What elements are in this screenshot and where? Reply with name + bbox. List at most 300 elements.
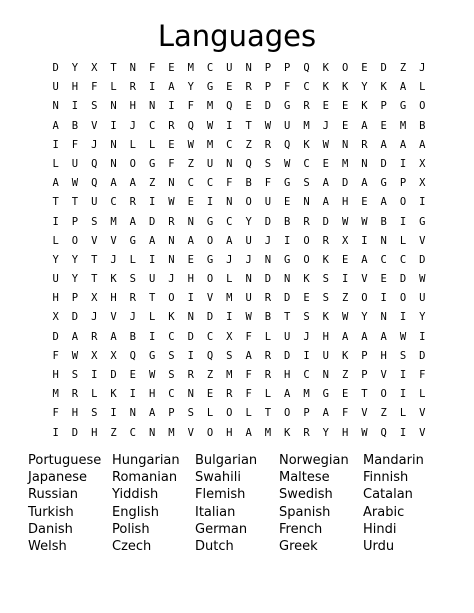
grid-letter: H <box>52 369 59 381</box>
grid-letter: C <box>399 253 407 266</box>
grid-letter: I <box>399 369 407 381</box>
grid-letter: A <box>284 388 291 401</box>
grid-letter: Q <box>187 119 194 132</box>
grid-letter: E <box>284 196 291 209</box>
grid-letter: E <box>380 273 387 286</box>
grid-letter: H <box>91 426 98 439</box>
grid-letter: I <box>52 426 59 439</box>
grid-letter: F <box>264 177 272 190</box>
word-list-item: Urdu <box>363 538 395 554</box>
grid-letter: K <box>322 81 329 94</box>
grid-letter: L <box>226 273 233 286</box>
grid-letter: M <box>187 62 194 74</box>
grid-letter: D <box>148 215 156 228</box>
grid-letter: N <box>264 253 272 266</box>
grid-letter: F <box>148 62 156 74</box>
grid-letter: S <box>303 177 310 190</box>
grid-letter: Q <box>129 349 136 362</box>
grid-letter: I <box>148 253 156 266</box>
grid-letter: E <box>168 62 175 74</box>
grid-letter: W <box>245 311 252 324</box>
grid-letter: L <box>52 234 59 247</box>
grid-letter: I <box>419 330 426 343</box>
grid-letter: F <box>187 100 194 113</box>
grid-letter: N <box>129 407 136 420</box>
grid-letter: H <box>341 426 349 439</box>
grid-letter: T <box>52 196 59 209</box>
grid-letter: W <box>187 138 194 151</box>
grid-letter: A <box>71 330 79 343</box>
grid-letter: E <box>226 81 233 94</box>
grid-letter: I <box>52 138 59 151</box>
grid-letter: V <box>380 369 387 381</box>
grid-letter: A <box>380 330 387 343</box>
grid-letter: W <box>206 119 214 132</box>
word-list-item: Catalan <box>363 487 413 503</box>
grid-letter: G <box>399 100 407 113</box>
grid-letter: Y <box>71 253 79 266</box>
grid-letter: I <box>148 81 156 94</box>
grid-letter: A <box>361 177 368 190</box>
grid-letter: S <box>226 349 233 362</box>
grid-letter: C <box>206 330 214 343</box>
grid-letter: O <box>399 196 407 209</box>
grid-letter: I <box>226 311 233 324</box>
grid-letter: L <box>148 311 156 324</box>
grid-letter: E <box>187 196 194 209</box>
grid-letter: O <box>206 234 214 247</box>
grid-letter: V <box>110 311 117 324</box>
grid-letter: A <box>245 349 252 362</box>
word-list-item: Welsh <box>28 538 67 554</box>
grid-letter: T <box>91 253 98 266</box>
grid-letter: N <box>380 234 387 247</box>
grid-letter: F <box>245 369 252 381</box>
grid-letter: I <box>399 311 407 324</box>
grid-letter: E <box>361 196 368 209</box>
grid-letter: Y <box>52 253 59 266</box>
grid-letter: P <box>380 100 387 113</box>
grid-letter: T <box>148 292 156 305</box>
grid-letter: L <box>110 81 117 94</box>
grid-letter: K <box>380 81 387 94</box>
grid-letter: A <box>341 330 349 343</box>
grid-letter: R <box>264 138 272 151</box>
grid-letter: I <box>399 388 407 401</box>
grid-letter: N <box>148 426 156 439</box>
grid-letter: M <box>226 369 233 381</box>
grid-letter: V <box>91 234 98 247</box>
grid-letter: Z <box>380 407 387 420</box>
grid-letter: N <box>110 100 117 113</box>
grid-letter: Y <box>419 311 426 324</box>
grid-letter: C <box>148 119 156 132</box>
grid-letter: N <box>341 138 349 151</box>
grid-letter: C <box>187 177 194 190</box>
grid-letter: D <box>419 349 426 362</box>
grid-letter: G <box>284 253 291 266</box>
grid-letter: H <box>110 292 117 305</box>
grid-letter: Q <box>91 157 98 170</box>
grid-letter: N <box>245 273 252 286</box>
grid-letter: T <box>264 407 272 420</box>
grid-letter: N <box>380 311 387 324</box>
grid-letter: I <box>399 157 407 170</box>
grid-letter: H <box>187 273 194 286</box>
grid-letter: F <box>91 81 98 94</box>
grid-letter: S <box>129 273 136 286</box>
grid-letter: N <box>284 273 291 286</box>
grid-letter: Z <box>245 138 252 151</box>
grid-letter: A <box>148 407 156 420</box>
grid-letter: L <box>91 388 98 401</box>
grid-letter: L <box>419 388 426 401</box>
word-list-item: Hungarian <box>112 453 180 468</box>
grid-letter: Z <box>341 369 349 381</box>
grid-letter: D <box>380 62 387 74</box>
word-list-item: Turkish <box>28 504 74 520</box>
grid-letter: P <box>264 81 272 94</box>
grid-letter: G <box>148 157 156 170</box>
word-list-item: Hindi <box>363 521 397 537</box>
word-list-item: English <box>112 504 159 520</box>
grid-letter: U <box>419 292 426 305</box>
grid-letter: A <box>52 177 59 190</box>
grid-letter: U <box>264 196 272 209</box>
grid-letter: C <box>206 62 214 74</box>
grid-letter: I <box>341 273 349 286</box>
grid-letter: O <box>419 100 426 113</box>
grid-letter: P <box>168 407 175 420</box>
grid-letter: A <box>110 330 117 343</box>
grid-letter: H <box>341 196 349 209</box>
grid-letter: E <box>245 100 252 113</box>
grid-letter: V <box>419 234 426 247</box>
grid-letter: L <box>148 138 156 151</box>
grid-letter: W <box>399 330 407 343</box>
grid-letter: V <box>91 119 98 132</box>
grid-letter: K <box>322 311 329 324</box>
grid-letter: U <box>52 273 59 286</box>
grid-letter: N <box>168 253 175 266</box>
word-list-item: Japanese <box>28 470 88 486</box>
grid-letter: A <box>129 215 136 228</box>
grid-letter: T <box>110 62 117 74</box>
grid-letter: A <box>399 138 407 151</box>
grid-letter: F <box>52 349 59 362</box>
grid-letter: G <box>284 100 291 113</box>
word-list-item: Czech <box>112 538 152 554</box>
grid-letter: Z <box>110 426 117 439</box>
grid-letter: J <box>129 311 136 324</box>
grid-letter: H <box>322 330 329 343</box>
grid-letter: R <box>264 349 272 362</box>
grid-letter: P <box>284 62 291 74</box>
grid-letter: J <box>91 311 98 324</box>
grid-letter: A <box>226 234 233 247</box>
grid-letter: Y <box>322 426 329 439</box>
word-list-item: Polish <box>112 521 150 537</box>
grid-letter: A <box>322 177 329 190</box>
grid-letter: D <box>71 311 79 324</box>
grid-letter: F <box>284 81 291 94</box>
grid-letter: U <box>322 349 329 362</box>
grid-letter: O <box>284 407 291 420</box>
grid-letter: K <box>341 81 349 94</box>
grid-letter: D <box>284 349 291 362</box>
grid-letter: R <box>226 388 233 401</box>
grid-letter: B <box>380 215 387 228</box>
grid-letter: T <box>91 273 98 286</box>
grid-letter: A <box>148 234 156 247</box>
grid-letter: N <box>110 138 117 151</box>
grid-letter: U <box>71 157 79 170</box>
grid-letter: U <box>91 196 98 209</box>
grid-letter: I <box>399 426 407 439</box>
grid-letter: Y <box>71 62 79 74</box>
grid-letter: M <box>226 292 233 305</box>
grid-letter: A <box>168 81 175 94</box>
grid-letter: U <box>206 157 214 170</box>
word-list-item: Portuguese <box>28 453 102 468</box>
grid-letter: A <box>361 330 368 343</box>
grid-letter: C <box>303 369 310 381</box>
grid-letter: M <box>264 426 272 439</box>
grid-letter: I <box>71 100 79 113</box>
grid-letter: I <box>148 330 156 343</box>
grid-letter: V <box>419 407 426 420</box>
grid-letter: U <box>245 292 252 305</box>
grid-letter: O <box>341 62 349 74</box>
grid-letter: E <box>361 62 368 74</box>
grid-letter: U <box>284 330 291 343</box>
grid-letter: A <box>380 138 387 151</box>
grid-letter: Y <box>361 81 368 94</box>
grid-letter: K <box>341 349 349 362</box>
grid-letter: S <box>187 407 194 420</box>
grid-letter: S <box>399 349 407 362</box>
grid-letter: J <box>322 119 329 132</box>
grid-letter: X <box>91 62 98 74</box>
grid-letter: O <box>129 157 136 170</box>
grid-letter: R <box>168 119 175 132</box>
grid-letter: I <box>129 388 136 401</box>
grid-letter: F <box>226 177 233 190</box>
grid-letter: S <box>91 100 98 113</box>
grid-letter: L <box>399 234 407 247</box>
grid-letter: N <box>187 311 194 324</box>
grid-letter: X <box>52 311 59 324</box>
grid-letter: G <box>148 349 156 362</box>
grid-letter: D <box>322 215 329 228</box>
grid-letter: W <box>168 196 175 209</box>
grid-letter: I <box>148 196 156 209</box>
grid-letter: V <box>110 234 117 247</box>
grid-letter: Q <box>284 138 291 151</box>
grid-letter: W <box>341 215 349 228</box>
grid-letter: F <box>419 369 426 381</box>
grid-letter: J <box>303 330 310 343</box>
grid-letter: H <box>71 407 79 420</box>
grid-letter: C <box>226 138 233 151</box>
grid-letter: W <box>148 369 156 381</box>
word-list-item: Bulgarian <box>195 453 258 468</box>
grid-letter: E <box>206 388 214 401</box>
grid-letter: P <box>303 407 310 420</box>
grid-letter: I <box>399 215 407 228</box>
grid-letter: Z <box>187 157 194 170</box>
grid-letter: F <box>168 157 175 170</box>
grid-letter: G <box>284 177 291 190</box>
grid-letter: I <box>110 119 117 132</box>
grid-letter: E <box>322 157 329 170</box>
grid-letter: A <box>419 138 426 151</box>
word-list-item: Danish <box>28 521 73 537</box>
grid-letter: P <box>264 62 272 74</box>
grid-letter: L <box>264 388 272 401</box>
grid-letter: B <box>419 119 426 132</box>
grid-letter: F <box>52 407 59 420</box>
grid-letter: D <box>52 62 59 74</box>
grid-letter: K <box>110 388 117 401</box>
word-list-item: Italian <box>195 504 236 520</box>
grid-letter: T <box>245 119 252 132</box>
grid-letter: I <box>52 215 59 228</box>
grid-letter: T <box>361 388 368 401</box>
grid-letter: Y <box>71 273 79 286</box>
grid-letter: C <box>110 196 117 209</box>
grid-letter: L <box>129 253 136 266</box>
grid-letter: J <box>129 119 136 132</box>
grid-letter: E <box>303 292 310 305</box>
grid-letter: M <box>206 138 214 151</box>
grid-letter: F <box>245 330 252 343</box>
grid-letter: J <box>264 234 272 247</box>
grid-letter: J <box>168 273 175 286</box>
grid-letter: W <box>71 349 79 362</box>
grid-letter: J <box>245 253 252 266</box>
grid-letter: H <box>284 369 291 381</box>
grid-letter: B <box>284 215 291 228</box>
grid-letter: C <box>303 157 310 170</box>
grid-letter: M <box>303 388 310 401</box>
grid-letter: G <box>206 253 214 266</box>
grid-letter: S <box>264 157 272 170</box>
grid-letter: D <box>264 100 272 113</box>
grid-letter: V <box>361 407 368 420</box>
grid-letter: N <box>129 62 136 74</box>
word-list-item: Spanish <box>279 504 331 520</box>
grid-letter: O <box>399 292 407 305</box>
grid-letter: A <box>52 119 59 132</box>
grid-letter: X <box>419 177 426 190</box>
word-list-item: Swahili <box>195 470 241 486</box>
grid-letter: I <box>419 196 426 209</box>
grid-letter: E <box>341 119 349 132</box>
grid-letter: X <box>91 292 98 305</box>
grid-letter: F <box>245 388 252 401</box>
grid-letter: U <box>148 273 156 286</box>
grid-letter: B <box>245 177 252 190</box>
grid-letter: I <box>380 292 387 305</box>
grid-letter: G <box>206 215 214 228</box>
grid-letter: I <box>187 292 194 305</box>
grid-letter: C <box>206 177 214 190</box>
grid-letter: O <box>206 273 214 286</box>
grid-letter: V <box>419 426 426 439</box>
grid-letter: R <box>303 426 310 439</box>
grid-letter: R <box>361 138 368 151</box>
grid-letter: S <box>91 215 98 228</box>
grid-letter: U <box>245 234 252 247</box>
grid-letter: W <box>284 157 291 170</box>
grid-letter: H <box>71 81 79 94</box>
grid-letter: G <box>206 81 214 94</box>
grid-letter: X <box>226 330 233 343</box>
grid-letter: E <box>129 369 136 381</box>
grid-letter: A <box>245 426 252 439</box>
grid-letter: Q <box>245 157 252 170</box>
grid-letter: E <box>341 253 349 266</box>
grid-letter: N <box>361 157 368 170</box>
grid-letter: K <box>361 100 368 113</box>
grid-letter: C <box>129 426 136 439</box>
grid-letter: I <box>110 407 117 420</box>
grid-letter: W <box>419 273 426 286</box>
grid-letter: D <box>264 273 272 286</box>
grid-letter: L <box>419 81 426 94</box>
grid-letter: M <box>110 215 117 228</box>
grid-letter: M <box>399 119 407 132</box>
grid-letter: R <box>245 81 252 94</box>
word-list <box>28 452 448 564</box>
grid-letter: O <box>226 407 233 420</box>
grid-letter: F <box>341 407 349 420</box>
grid-letter: D <box>71 426 79 439</box>
word-list-item: Maltese <box>279 470 330 486</box>
grid-letter: H <box>148 388 156 401</box>
grid-letter: W <box>71 177 79 190</box>
grid-letter: R <box>303 215 310 228</box>
grid-letter: I <box>303 349 310 362</box>
grid-letter: N <box>226 157 233 170</box>
grid-letter: I <box>284 234 291 247</box>
grid-letter: A <box>361 119 368 132</box>
grid-letter: O <box>245 196 252 209</box>
grid-letter: B <box>71 119 79 132</box>
grid-letter: H <box>226 426 233 439</box>
grid-letter: U <box>226 62 233 74</box>
grid-letter: K <box>284 426 291 439</box>
grid-letter: Q <box>380 426 387 439</box>
grid-letter: I <box>168 100 175 113</box>
grid-letter: I <box>91 369 98 381</box>
word-list-item: Swedish <box>279 487 333 503</box>
grid-letter: W <box>264 119 272 132</box>
grid-letter: A <box>322 407 329 420</box>
grid-letter: K <box>322 253 329 266</box>
grid-letter: N <box>168 177 175 190</box>
grid-letter: Z <box>341 292 349 305</box>
grid-letter: Z <box>399 62 407 74</box>
grid-letter: T <box>284 311 291 324</box>
grid-letter: R <box>71 388 79 401</box>
grid-letter: X <box>91 349 98 362</box>
grid-letter: W <box>361 215 368 228</box>
grid-letter: F <box>71 138 79 151</box>
grid-letter: D <box>380 157 387 170</box>
grid-letter: A <box>129 177 136 190</box>
